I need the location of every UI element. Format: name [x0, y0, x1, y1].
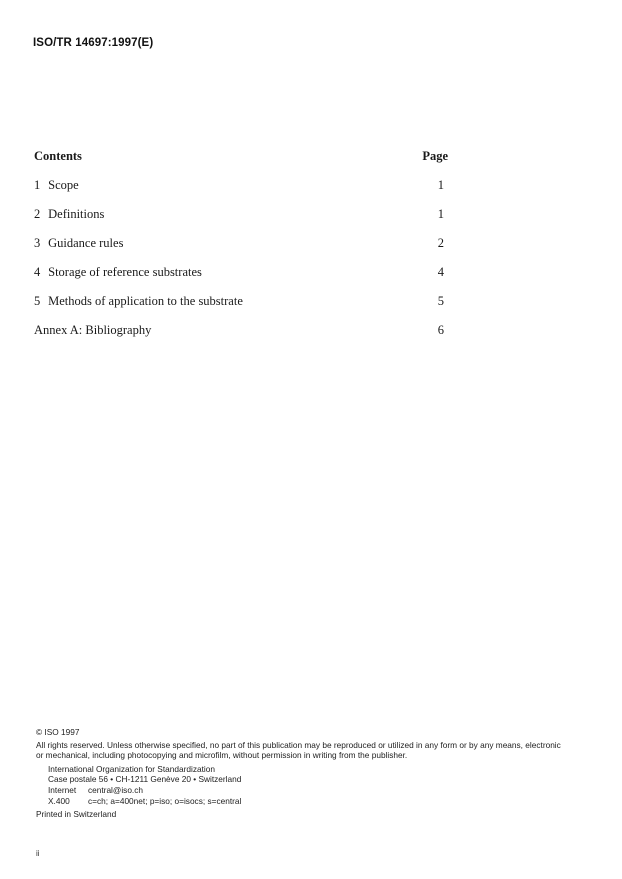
toc-entry-title: Storage of reference substrates: [48, 265, 202, 279]
x400-address: c=ch; a=400net; p=iso; o=isocs; s=central: [88, 795, 242, 806]
toc-page-header: Page: [422, 149, 448, 163]
copyright-notice: © ISO 1997: [36, 727, 80, 737]
publisher-address: [36, 764, 596, 806]
rights-statement: [36, 740, 596, 761]
printed-in: Printed in Switzerland: [36, 809, 117, 820]
toc-entry-guidance-rules[interactable]: [34, 235, 448, 264]
toc-entry-number: 3: [34, 236, 41, 250]
postal-address: Case postale 56 • CH-1211 Genève 20 • Switzerland: [48, 774, 242, 785]
toc-entry-title: Methods of application to the substrate: [48, 294, 243, 308]
toc-entry-number: 2: [34, 207, 41, 221]
page-number: ii: [36, 849, 40, 858]
toc-entry-page: 2: [437, 236, 444, 250]
toc-entry-title: Scope: [48, 178, 79, 192]
toc-entry-number: 4: [34, 265, 41, 279]
toc-entry-page: 5: [437, 294, 444, 308]
toc-entry-methods[interactable]: [34, 293, 448, 322]
internet-row: [48, 785, 596, 796]
toc-entry-title: Definitions: [48, 207, 105, 221]
x400-row: [48, 796, 596, 807]
toc-entry-storage[interactable]: [34, 264, 448, 293]
toc-entry-page: 4: [437, 265, 444, 279]
toc-entry-page: 1: [437, 207, 444, 221]
copyright-footer: [36, 727, 596, 820]
toc-entry-definitions[interactable]: [34, 206, 448, 235]
rights-line-2: or mechanical, including photocopying and microfilm, without permission in writing from the publisher.: [36, 750, 408, 761]
toc-header-row: [34, 148, 448, 177]
toc-entry-page: 6: [437, 323, 444, 337]
toc-entry-number: 5: [34, 294, 41, 308]
table-of-contents: [34, 148, 448, 351]
x400-label: X.400: [48, 795, 70, 806]
toc-entry-scope[interactable]: [34, 177, 448, 206]
toc-entry-page: 1: [437, 178, 444, 192]
internet-label: Internet: [48, 784, 77, 795]
toc-entry-number: 1: [34, 178, 41, 192]
rights-line-1: All rights reserved. Unless otherwise specified, no part of this publication may be reproduced or utilized in any form or by any means, electronic: [36, 739, 561, 750]
document-identifier: ISO/TR 14697:1997(E): [33, 37, 154, 49]
toc-entry-title: Guidance rules: [48, 236, 124, 250]
toc-entry-annex-a[interactable]: [34, 322, 448, 351]
internet-email[interactable]: central@iso.ch: [88, 784, 143, 795]
organization-name: International Organization for Standardization: [48, 763, 215, 774]
toc-entry-title: Annex A: Bibliography: [34, 323, 152, 337]
toc-title: Contents: [34, 149, 82, 163]
